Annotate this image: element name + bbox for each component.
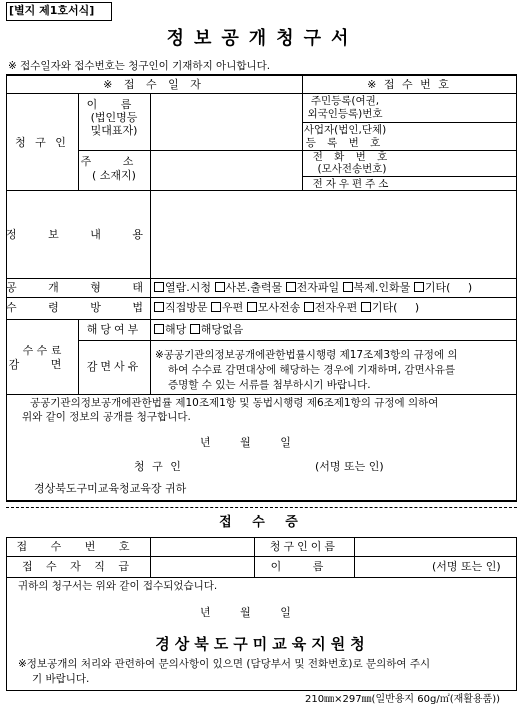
disclosure-option-file[interactable]: 전자파일 bbox=[286, 281, 340, 294]
applicable-label: 해당여부 bbox=[86, 323, 142, 336]
rc-claimant-field[interactable] bbox=[355, 538, 515, 555]
request-date: 년 월 일 bbox=[200, 436, 293, 449]
claimant-label: 청 구 인 bbox=[15, 136, 69, 149]
checkbox[interactable] bbox=[154, 282, 164, 292]
address-field[interactable] bbox=[151, 151, 301, 189]
phone-label-2: (모사전송번호) bbox=[317, 163, 387, 175]
applicable-options bbox=[154, 324, 243, 336]
cut-line bbox=[6, 507, 517, 508]
rc-staff-field[interactable] bbox=[151, 557, 253, 576]
applicable-option-yes[interactable]: 해당 bbox=[154, 323, 186, 336]
rc-staff-label: 접 수 자 직 급 bbox=[21, 560, 135, 573]
rc-claimant-label: 청구인이름 bbox=[269, 540, 339, 553]
fee-label-2: 감 면 bbox=[8, 358, 76, 371]
resident-label-2: 외국인등록)번호 bbox=[307, 108, 383, 120]
business-number-field[interactable] bbox=[390, 123, 516, 149]
paper-spec: 210㎜×297㎜(일반용지 60g/㎡(재활용품)) bbox=[305, 694, 501, 705]
receive-option-visit[interactable]: 직접방문 bbox=[154, 301, 208, 314]
name-label-3: 및대표자) bbox=[90, 124, 138, 137]
reduction-note-1: ※공공기관의정보공개에관한법률시행령 제17조제3항의 규정에 의 bbox=[155, 349, 458, 361]
address-label-1: 주 소 bbox=[80, 155, 148, 168]
email-field[interactable] bbox=[404, 177, 516, 189]
receipt-date-label: ※ 접 수 일 자 bbox=[103, 78, 205, 91]
checkbox[interactable] bbox=[190, 324, 200, 334]
checkbox[interactable] bbox=[286, 282, 296, 292]
name-label-2: (법인명등 bbox=[90, 111, 138, 124]
receive-option-other[interactable]: 기타( ) bbox=[361, 301, 419, 314]
rc-footnote-2: 기 바랍니다. bbox=[32, 673, 90, 685]
rc-no-field[interactable] bbox=[151, 538, 253, 555]
request-text-1: 공공기관의정보공개에관한법률 제10조제1항 및 동법시행령 제6조제1항의 규정에 의하여 bbox=[30, 397, 439, 409]
name-field[interactable] bbox=[151, 94, 301, 149]
phone-label-1: 전 화 번 호 bbox=[312, 151, 392, 163]
addressee: 경상북도구미교육청교육장 귀하 bbox=[34, 482, 187, 495]
disclosure-option-print[interactable]: 복제.인화물 bbox=[343, 281, 411, 294]
address-label-2: ( 소재지) bbox=[92, 169, 136, 182]
reduction-note-3: 증명할 수 있는 서류를 첨부하시기 바랍니다. bbox=[168, 379, 371, 391]
receipt-no-label: ※ 접 수 번 호 bbox=[367, 78, 451, 91]
receipt-title: 접 수 증 bbox=[219, 515, 306, 530]
receive-option-mail[interactable]: 우편 bbox=[211, 301, 243, 314]
business-label-2: 등 록 번 호 bbox=[305, 137, 385, 149]
receipt-date-field[interactable] bbox=[150, 74, 302, 93]
claimant-sign-label: 청 구 인 bbox=[134, 460, 183, 473]
disclosure-option-copy[interactable]: 사본.출력물 bbox=[215, 281, 283, 294]
rc-name-label: 이 름 bbox=[270, 560, 338, 573]
applicable-option-no[interactable]: 해당없음 bbox=[190, 323, 244, 336]
phone-field[interactable] bbox=[404, 151, 516, 175]
rc-office: 경상북도구미교육지원청 bbox=[155, 635, 370, 653]
checkbox[interactable] bbox=[154, 302, 164, 312]
receive-option-fax[interactable]: 모사전송 bbox=[247, 301, 301, 314]
receive-method-label: 수 령 방 법 bbox=[6, 301, 157, 314]
form-tag: [별지 제1호서식] bbox=[9, 4, 95, 17]
page-title: 정보공개청구서 bbox=[166, 28, 359, 49]
disclosure-option-other[interactable]: 기타( ) bbox=[414, 281, 472, 294]
rc-date: 년 월 일 bbox=[200, 606, 293, 619]
checkbox[interactable] bbox=[414, 282, 424, 292]
checkbox[interactable] bbox=[215, 282, 225, 292]
resident-number-field[interactable] bbox=[390, 94, 516, 121]
reduction-note-2: 하여 수수료 감면대상에 해당하는 경우에 기재하며, 감면사유를 bbox=[168, 364, 456, 376]
rc-sign-note: (서명 또는 인) bbox=[432, 560, 501, 573]
checkbox[interactable] bbox=[154, 324, 164, 334]
name-label-1: 이 름 bbox=[86, 98, 142, 111]
checkbox[interactable] bbox=[361, 302, 371, 312]
checkbox[interactable] bbox=[343, 282, 353, 292]
checkbox[interactable] bbox=[304, 302, 314, 312]
info-content-label: 정 보 내 용 bbox=[6, 228, 157, 241]
rc-no-label: 접 수 번 호 bbox=[16, 540, 140, 553]
email-label: 전자우편주소 bbox=[312, 178, 392, 190]
rc-confirm: 귀하의 청구서는 위와 같이 접수되었습니다. bbox=[18, 580, 218, 592]
receive-options bbox=[154, 302, 419, 314]
checkbox[interactable] bbox=[247, 302, 257, 312]
disclosure-form-label: 공 개 형 태 bbox=[6, 281, 157, 294]
claimant-sign-note: (서명 또는 인) bbox=[315, 460, 384, 473]
fee-label-1: 수 수 료 bbox=[22, 344, 62, 357]
receipt-notice: ※ 접수일자와 접수번호는 청구인이 기재하지 아니합니다. bbox=[8, 60, 271, 72]
business-label-1: 사업자(법인,단체) bbox=[303, 124, 387, 136]
resident-label-1: 주민등록(여권, bbox=[310, 95, 380, 107]
reduction-reason-label: 감면사유 bbox=[86, 360, 142, 373]
info-content-field[interactable] bbox=[151, 191, 515, 277]
rc-footnote-1: ※정보공개의 처리와 관련하여 문의사항이 있으면 (담당부서 및 전화번호)로 문의하여 주시 bbox=[18, 658, 431, 670]
receive-option-email[interactable]: 전자우편 bbox=[304, 301, 358, 314]
disclosure-options bbox=[154, 282, 472, 294]
request-text-2: 위와 같이 정보의 공개를 청구합니다. bbox=[22, 411, 191, 423]
disclosure-option-viewing[interactable]: 열람.시청 bbox=[154, 281, 211, 294]
checkbox[interactable] bbox=[211, 302, 221, 312]
